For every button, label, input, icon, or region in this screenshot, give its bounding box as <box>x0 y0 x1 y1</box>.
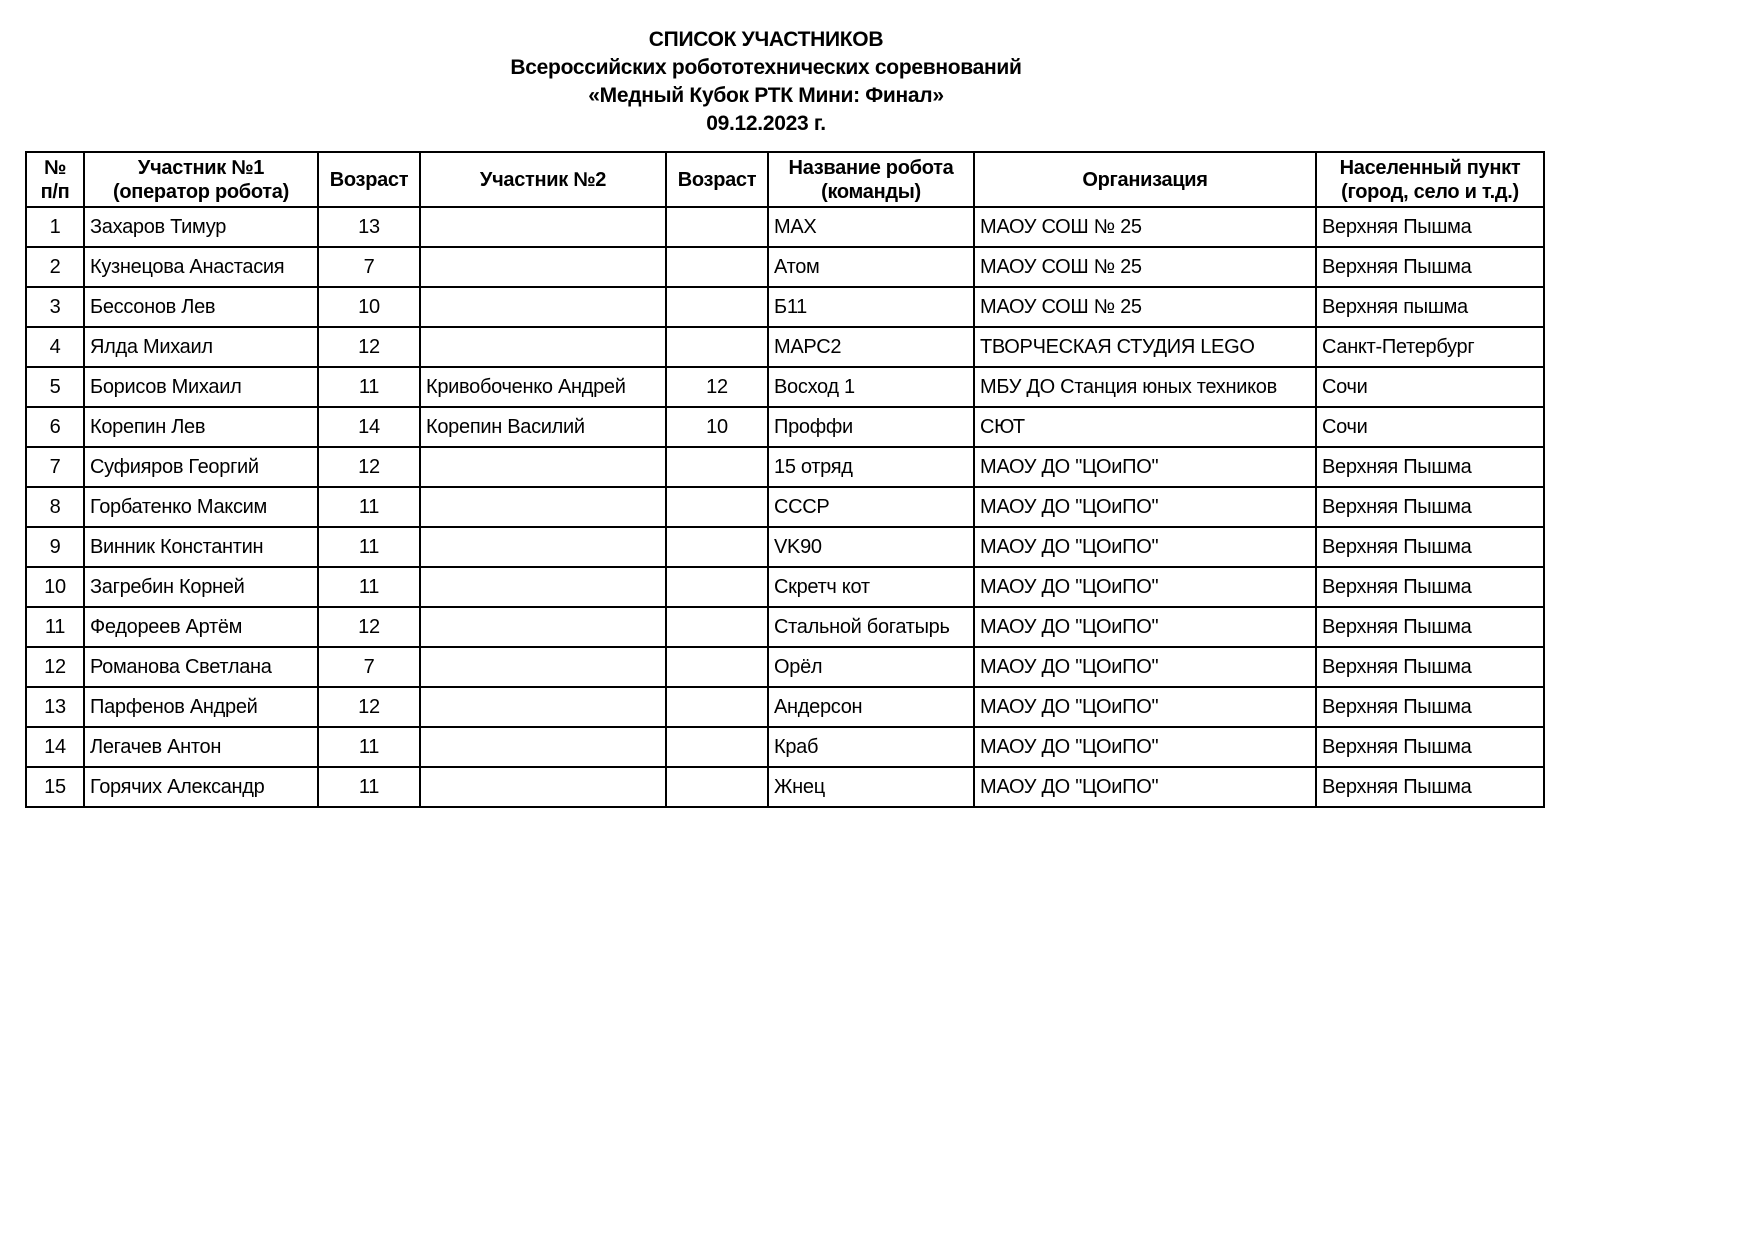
organization-cell: МАОУ ДО "ЦОиПО" <box>974 767 1316 807</box>
participant1-cell: Парфенов Андрей <box>84 687 318 727</box>
organization-cell: МАОУ СОШ № 25 <box>974 247 1316 287</box>
participants-table <box>25 151 1545 808</box>
city-cell: Верхняя Пышма <box>1316 487 1544 527</box>
city-cell: Верхняя Пышма <box>1316 767 1544 807</box>
participant1-cell: Романова Светлана <box>84 647 318 687</box>
age1-cell: 11 <box>318 767 420 807</box>
table-row <box>26 647 1544 687</box>
participant1-cell: Борисов Михаил <box>84 367 318 407</box>
robot-name-cell: 15 отряд <box>768 447 974 487</box>
organization-cell: МБУ ДО Станция юных техников <box>974 367 1316 407</box>
participant1-cell: Горячих Александр <box>84 767 318 807</box>
participant2-cell <box>420 207 666 247</box>
organization-cell: МАОУ СОШ № 25 <box>974 287 1316 327</box>
table-row <box>26 407 1544 447</box>
city-cell: Верхняя Пышма <box>1316 247 1544 287</box>
age2-cell <box>666 727 768 767</box>
row-number-cell: 9 <box>26 527 84 567</box>
age2-cell <box>666 327 768 367</box>
competition-date: 09.12.2023 г. <box>706 112 826 135</box>
participant2-cell <box>420 247 666 287</box>
participant1-cell: Захаров Тимур <box>84 207 318 247</box>
age1-cell: 12 <box>318 327 420 367</box>
age2-cell <box>666 247 768 287</box>
table-row <box>26 447 1544 487</box>
age1-cell: 11 <box>318 487 420 527</box>
participant1-cell: Винник Константин <box>84 527 318 567</box>
robot-name-cell: VK90 <box>768 527 974 567</box>
participant2-cell <box>420 687 666 727</box>
organization-cell: МАОУ ДО "ЦОиПО" <box>974 447 1316 487</box>
row-number-cell: 7 <box>26 447 84 487</box>
row-number-cell: 2 <box>26 247 84 287</box>
participant1-cell: Загребин Корней <box>84 567 318 607</box>
participant2-cell <box>420 527 666 567</box>
table-row <box>26 567 1544 607</box>
table-row <box>26 327 1544 367</box>
organization-cell: МАОУ СОШ № 25 <box>974 207 1316 247</box>
city-cell: Верхняя Пышма <box>1316 207 1544 247</box>
row-number-cell: 1 <box>26 207 84 247</box>
participant2-cell <box>420 607 666 647</box>
header-age1: Возраст <box>318 152 420 207</box>
organization-cell: МАОУ ДО "ЦОиПО" <box>974 687 1316 727</box>
header-participant2: Участник №2 <box>420 152 666 207</box>
table-row <box>26 527 1544 567</box>
age1-cell: 12 <box>318 607 420 647</box>
participant2-cell <box>420 447 666 487</box>
age2-cell <box>666 687 768 727</box>
age2-cell <box>666 647 768 687</box>
table-row <box>26 367 1544 407</box>
row-number-cell: 8 <box>26 487 84 527</box>
participant1-cell: Кузнецова Анастасия <box>84 247 318 287</box>
robot-name-cell: Краб <box>768 727 974 767</box>
age1-cell: 11 <box>318 527 420 567</box>
participant2-cell <box>420 567 666 607</box>
robot-name-cell: СССР <box>768 487 974 527</box>
age1-cell: 11 <box>318 727 420 767</box>
table-row <box>26 767 1544 807</box>
age2-cell <box>666 527 768 567</box>
table-row <box>26 607 1544 647</box>
participant2-cell: Корепин Василий <box>420 407 666 447</box>
competition-name: «Медный Кубок РТК Мини: Финал» <box>588 84 944 107</box>
document-title: СПИСОК УЧАСТНИКОВ <box>648 28 884 51</box>
participant1-cell: Бессонов Лев <box>84 287 318 327</box>
age1-cell: 10 <box>318 287 420 327</box>
age1-cell: 13 <box>318 207 420 247</box>
age2-cell: 12 <box>666 367 768 407</box>
age2-cell <box>666 447 768 487</box>
age2-cell <box>666 287 768 327</box>
participant2-cell <box>420 767 666 807</box>
organization-cell: ТВОРЧЕСКАЯ СТУДИЯ LEGO <box>974 327 1316 367</box>
row-number-cell: 10 <box>26 567 84 607</box>
row-number-cell: 15 <box>26 767 84 807</box>
organization-cell: МАОУ ДО "ЦОиПО" <box>974 567 1316 607</box>
robot-name-cell: Орёл <box>768 647 974 687</box>
row-number-cell: 5 <box>26 367 84 407</box>
participant1-cell: Корепин Лев <box>84 407 318 447</box>
robot-name-cell: Скретч кот <box>768 567 974 607</box>
participant2-cell <box>420 647 666 687</box>
organization-cell: СЮТ <box>974 407 1316 447</box>
age1-cell: 14 <box>318 407 420 447</box>
header-row <box>26 152 1544 207</box>
age1-cell: 7 <box>318 247 420 287</box>
header-age2: Возраст <box>666 152 768 207</box>
robot-name-cell: MAX <box>768 207 974 247</box>
age1-cell: 7 <box>318 647 420 687</box>
robot-name-cell: Жнец <box>768 767 974 807</box>
participant1-cell: Суфияров Георгий <box>84 447 318 487</box>
city-cell: Сочи <box>1316 367 1544 407</box>
robot-name-cell: Б11 <box>768 287 974 327</box>
age2-cell <box>666 607 768 647</box>
organization-cell: МАОУ ДО "ЦОиПО" <box>974 607 1316 647</box>
row-number-cell: 13 <box>26 687 84 727</box>
organization-cell: МАОУ ДО "ЦОиПО" <box>974 727 1316 767</box>
row-number-cell: 12 <box>26 647 84 687</box>
participant2-cell: Кривобоченко Андрей <box>420 367 666 407</box>
participant2-cell <box>420 727 666 767</box>
participant1-cell: Горбатенко Максим <box>84 487 318 527</box>
robot-name-cell: МАРС2 <box>768 327 974 367</box>
age1-cell: 12 <box>318 687 420 727</box>
row-number-cell: 3 <box>26 287 84 327</box>
participants-table-header <box>26 152 1544 207</box>
header-participant1: Участник №1 (оператор робота) <box>84 152 318 207</box>
table-row <box>26 487 1544 527</box>
city-cell: Верхняя Пышма <box>1316 567 1544 607</box>
participant1-cell: Ялда Михаил <box>84 327 318 367</box>
document-subtitle: Всероссийских робототехнических соревнований <box>510 56 1022 79</box>
document-title-block <box>25 26 1507 138</box>
participant2-cell <box>420 487 666 527</box>
robot-name-cell: Атом <box>768 247 974 287</box>
table-row <box>26 687 1544 727</box>
city-cell: Сочи <box>1316 407 1544 447</box>
city-cell: Верхняя Пышма <box>1316 527 1544 567</box>
age2-cell <box>666 567 768 607</box>
age2-cell <box>666 767 768 807</box>
table-row <box>26 247 1544 287</box>
participant1-cell: Легачев Антон <box>84 727 318 767</box>
row-number-cell: 4 <box>26 327 84 367</box>
city-cell: Верхняя Пышма <box>1316 447 1544 487</box>
participant2-cell <box>420 287 666 327</box>
age2-cell <box>666 487 768 527</box>
city-cell: Верхняя Пышма <box>1316 727 1544 767</box>
organization-cell: МАОУ ДО "ЦОиПО" <box>974 647 1316 687</box>
participants-tbody <box>26 207 1544 807</box>
city-cell: Верхняя Пышма <box>1316 647 1544 687</box>
city-cell: Санкт-Петербург <box>1316 327 1544 367</box>
robot-name-cell: Восход 1 <box>768 367 974 407</box>
city-cell: Верхняя Пышма <box>1316 607 1544 647</box>
robot-name-cell: Проффи <box>768 407 974 447</box>
age1-cell: 12 <box>318 447 420 487</box>
city-cell: Верхняя Пышма <box>1316 687 1544 727</box>
organization-cell: МАОУ ДО "ЦОиПО" <box>974 487 1316 527</box>
age1-cell: 11 <box>318 567 420 607</box>
header-city: Населенный пункт (город, село и т.д.) <box>1316 152 1544 207</box>
header-robot-name: Название робота (команды) <box>768 152 974 207</box>
age1-cell: 11 <box>318 367 420 407</box>
robot-name-cell: Андерсон <box>768 687 974 727</box>
table-row <box>26 207 1544 247</box>
row-number-cell: 6 <box>26 407 84 447</box>
header-row-number: № п/п <box>26 152 84 207</box>
row-number-cell: 14 <box>26 727 84 767</box>
participant1-cell: Федореев Артём <box>84 607 318 647</box>
table-row <box>26 727 1544 767</box>
participant2-cell <box>420 327 666 367</box>
organization-cell: МАОУ ДО "ЦОиПО" <box>974 527 1316 567</box>
city-cell: Верхняя пышма <box>1316 287 1544 327</box>
table-row <box>26 287 1544 327</box>
row-number-cell: 11 <box>26 607 84 647</box>
age2-cell: 10 <box>666 407 768 447</box>
robot-name-cell: Стальной богатырь <box>768 607 974 647</box>
age2-cell <box>666 207 768 247</box>
header-organization: Организация <box>974 152 1316 207</box>
